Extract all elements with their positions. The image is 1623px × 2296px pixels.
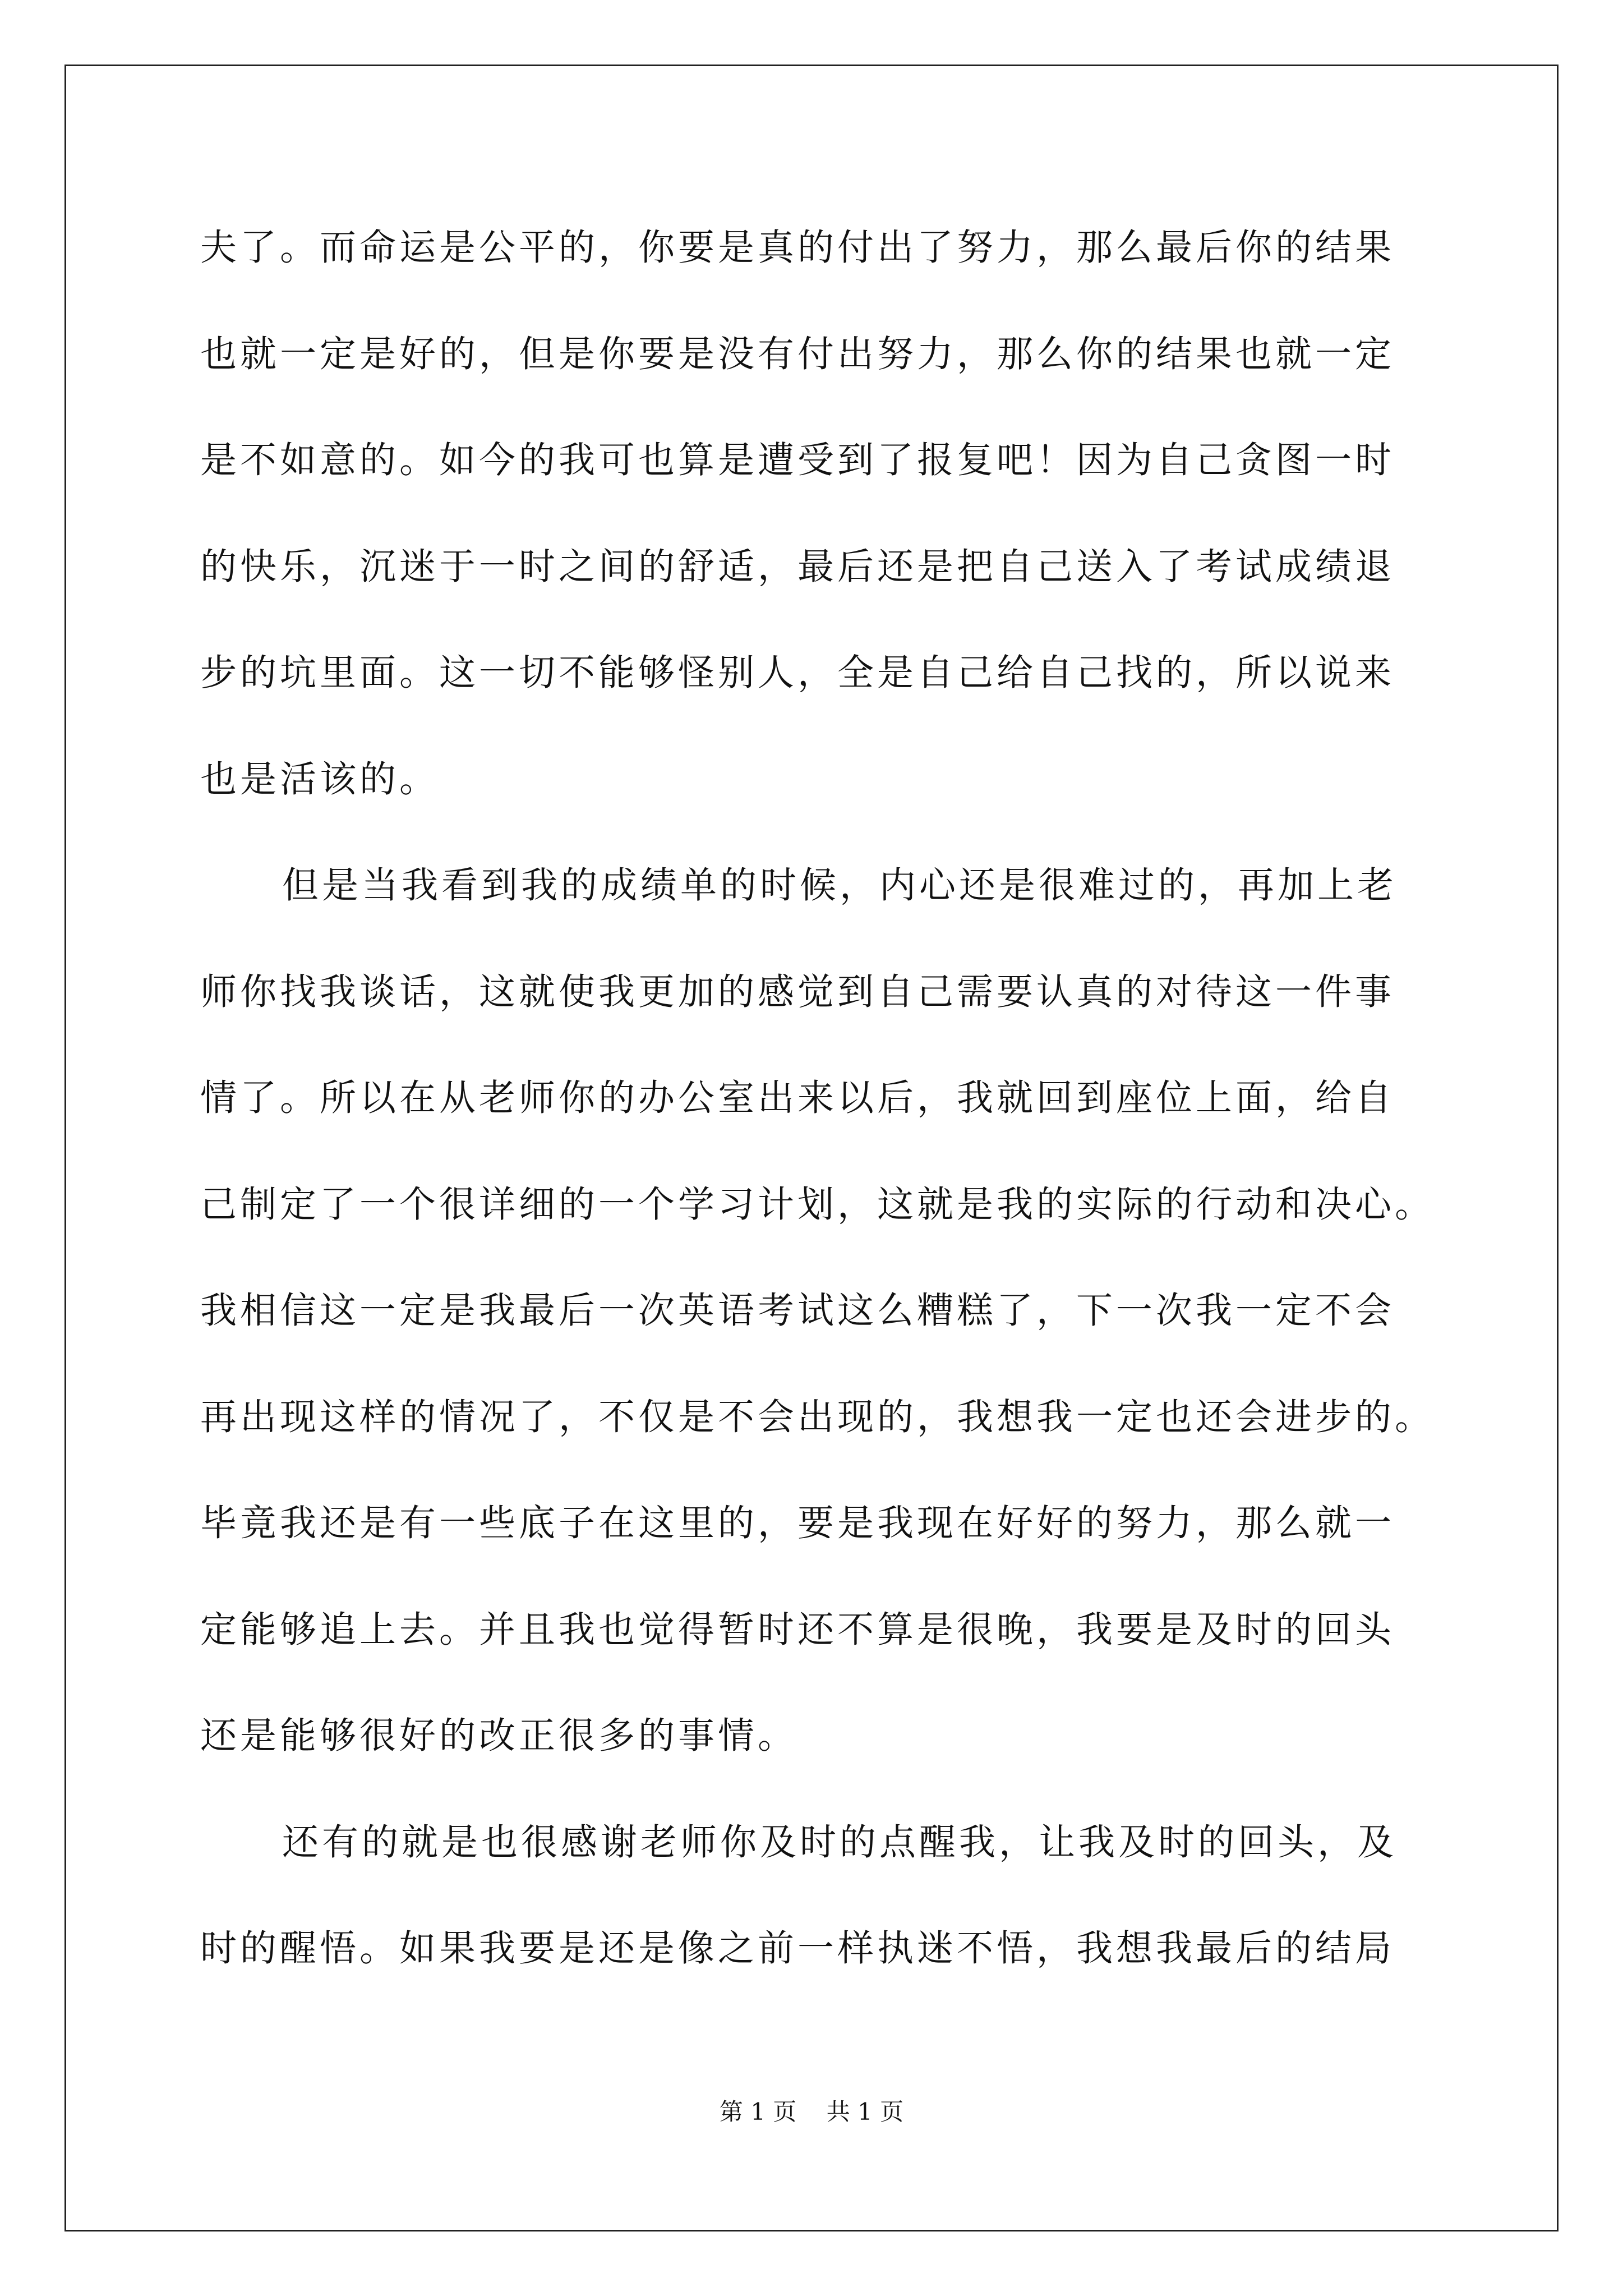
- page-border: [64, 65, 1559, 2231]
- text-line: 再出现这样的情况了，不仅是不会出现的，我想我一定也还会进步的。: [200, 1396, 1435, 1438]
- text-line: 也就一定是好的，但是你要是没有付出努力，那么你的结果也就一定: [200, 333, 1395, 375]
- text-line: 也是活该的。: [200, 758, 440, 800]
- text-line: 定能够追上去。并且我也觉得暂时还不算是很晚，我要是及时的回头: [200, 1609, 1395, 1651]
- paragraph-first-line: 还有的就是也很感谢老师你及时的点醒我，让我及时的回头，及: [282, 1821, 1398, 1864]
- text-line: 的快乐，沉迷于一时之间的舒适，最后还是把自己送入了考试成绩退: [200, 546, 1395, 588]
- text-line: 夫了。而命运是公平的，你要是真的付出了努力，那么最后你的结果: [200, 227, 1395, 269]
- text-line: 步的坑里面。这一切不能够怪别人，全是自己给自己找的，所以说来: [200, 652, 1395, 694]
- page-footer: 第 1 页 共 1 页: [719, 2098, 904, 2125]
- text-line: 时的醒悟。如果我要是还是像之前一样执迷不悟，我想我最后的结局: [200, 1927, 1395, 1970]
- text-line: 我相信这一定是我最后一次英语考试这么糟糕了，下一次我一定不会: [200, 1290, 1395, 1332]
- text-line: 毕竟我还是有一些底子在这里的，要是我现在好好的努力，那么就一: [200, 1502, 1395, 1544]
- text-line: 师你找我谈话，这就使我更加的感觉到自己需要认真的对待这一件事: [200, 971, 1395, 1013]
- text-line: 己制定了一个很详细的一个学习计划，这就是我的实际的行动和决心。: [200, 1184, 1435, 1226]
- text-line: 情了。所以在从老师你的办公室出来以后，我就回到座位上面，给自: [200, 1077, 1395, 1119]
- text-line: 是不如意的。如今的我可也算是遭受到了报复吧！因为自己贪图一时: [200, 439, 1395, 481]
- text-line: 还是能够很好的改正很多的事情。: [200, 1715, 798, 1757]
- paragraph-first-line: 但是当我看到我的成绩单的时候，内心还是很难过的，再加上老: [282, 864, 1398, 907]
